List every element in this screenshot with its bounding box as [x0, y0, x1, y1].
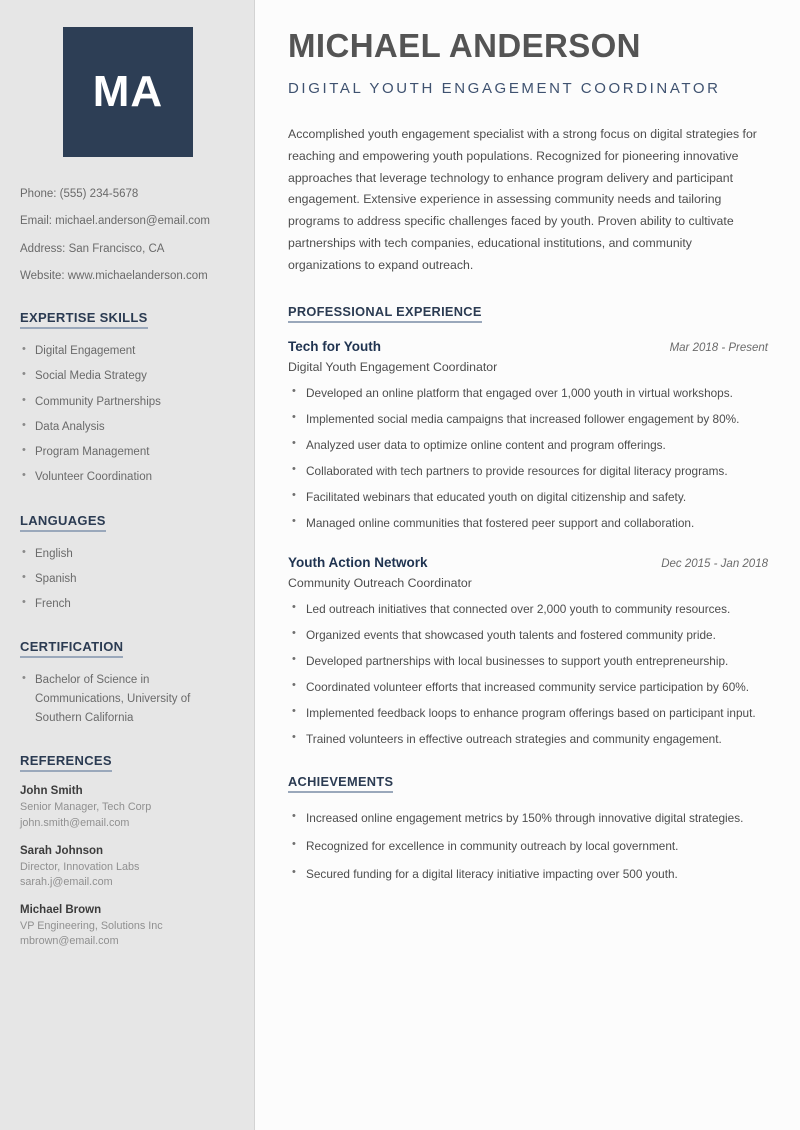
page-title: MICHAEL ANDERSON	[288, 27, 641, 64]
section-languages	[20, 512, 234, 614]
section-achievements	[288, 773, 768, 884]
avatar-initials: MA	[92, 67, 164, 116]
list-item: • Social Media Strategy	[20, 367, 234, 386]
experience-entry	[288, 555, 768, 750]
list-item: • Organized events that showcased youth talents and fostered community pride.	[288, 626, 768, 645]
languages-list	[20, 545, 234, 614]
reference-email: sarah.j@email.com	[20, 876, 113, 889]
achievements-heading: ACHIEVEMENTS	[288, 774, 393, 793]
list-item	[20, 904, 234, 950]
sidebar	[0, 0, 255, 1130]
list-item: • Led outreach initiatives that connected over 2,000 youth to community resources.	[288, 600, 768, 619]
reference-email: mbrown@email.com	[20, 935, 119, 948]
achievements-list	[288, 809, 768, 884]
profile-summary: Accomplished youth engagement specialist with a strong focus on digital strategies for reaching and empowering youth populations. Recognized for pioneering innovative approaches that leverage technology to enhance program delivery and participant engagement. Extensive experience in assessing community needs and tailoring programs to address specific challenges faced by youth. Proven ability to cultivate partnerships with tech companies, educational institutions, and community organizations to expand outreach.	[288, 126, 757, 272]
list-item: • Implemented feedback loops to enhance program offerings based on participant input.	[288, 704, 768, 723]
certification-heading: CERTIFICATION	[20, 639, 123, 658]
list-item: • Collaborated with tech partners to provide resources for digital literacy programs.	[288, 462, 768, 481]
section-expertise-skills	[20, 309, 234, 486]
list-item: • French	[20, 595, 234, 614]
experience-company: Youth Action Network	[288, 554, 428, 570]
avatar	[63, 27, 193, 157]
list-item: • Coordinated volunteer efforts that increased community service participation by 60%.	[288, 678, 768, 697]
reference-role: VP Engineering, Solutions Inc	[20, 919, 163, 932]
section-professional-experience	[288, 303, 768, 749]
experience-role: Digital Youth Engagement Coordinator	[288, 359, 498, 374]
list-item: • Volunteer Coordination	[20, 468, 234, 487]
section-references	[20, 752, 234, 950]
professional-title: DIGITAL YOUTH ENGAGEMENT COORDINATOR	[288, 79, 721, 97]
experience-heading: PROFESSIONAL EXPERIENCE	[288, 304, 482, 323]
reference-name: Sarah Johnson	[20, 844, 104, 857]
list-item: • Analyzed user data to optimize online content and program offerings.	[288, 436, 768, 455]
list-item: • Managed online communities that fostered peer support and collaboration.	[288, 514, 768, 533]
reference-name: John Smith	[20, 785, 83, 798]
languages-heading: LANGUAGES	[20, 513, 106, 532]
contact-phone: Phone: (555) 234-5678	[20, 188, 139, 200]
experience-date: Mar 2018 - Present	[669, 341, 768, 354]
reference-role: Senior Manager, Tech Corp	[20, 801, 152, 814]
list-item: • Digital Engagement	[20, 342, 234, 361]
list-item: • Data Analysis	[20, 418, 234, 437]
contact-email: Email: michael.anderson@email.com	[20, 215, 210, 228]
expertise-skills-list	[20, 342, 234, 486]
reference-name: Michael Brown	[20, 903, 102, 916]
list-item: • Bachelor of Science in Communications, University of Southern California	[20, 671, 234, 727]
list-item: • English	[20, 545, 234, 564]
list-item: • Developed partnerships with local businesses to support youth entrepreneurship.	[288, 652, 768, 671]
list-item: • Developed an online platform that engaged over 1,000 youth in virtual workshops.	[288, 384, 768, 403]
list-item: • Trained volunteers in effective outreach strategies and community engagement.	[288, 730, 768, 749]
list-item: • Recognized for excellence in community outreach by local government.	[288, 837, 768, 856]
contact-list	[20, 187, 234, 284]
contact-address: Address: San Francisco, CA	[20, 242, 165, 255]
expertise-skills-heading: EXPERTISE SKILLS	[20, 310, 148, 329]
experience-role: Community Outreach Coordinator	[288, 575, 472, 590]
experience-header-row	[288, 555, 768, 570]
section-certification	[20, 638, 234, 727]
experience-header-row	[288, 339, 768, 354]
experience-date: Dec 2015 - Jan 2018	[661, 557, 768, 570]
experience-bullet-list	[288, 600, 768, 750]
experience-company: Tech for Youth	[288, 338, 381, 354]
list-item: • Community Partnerships	[20, 393, 234, 412]
references-heading: REFERENCES	[20, 753, 112, 772]
list-item: • Spanish	[20, 570, 234, 589]
experience-entry	[288, 339, 768, 534]
list-item: • Increased online engagement metrics by 150% through innovative digital strategies.	[288, 809, 768, 828]
list-item	[20, 785, 234, 831]
certification-list	[20, 671, 234, 727]
list-item: • Implemented social media campaigns that increased follower engagement by 80%.	[288, 410, 768, 429]
list-item: • Secured funding for a digital literacy initiative impacting over 500 youth.	[288, 865, 768, 884]
contact-website: Website: www.michaelanderson.com	[20, 270, 208, 283]
main-column	[255, 0, 800, 1130]
list-item	[20, 845, 234, 891]
reference-email: john.smith@email.com	[20, 816, 130, 829]
list-item: • Program Management	[20, 443, 234, 462]
list-item: • Facilitated webinars that educated youth on digital citizenship and safety.	[288, 488, 768, 507]
reference-role: Director, Innovation Labs	[20, 860, 140, 873]
experience-bullet-list	[288, 384, 768, 534]
